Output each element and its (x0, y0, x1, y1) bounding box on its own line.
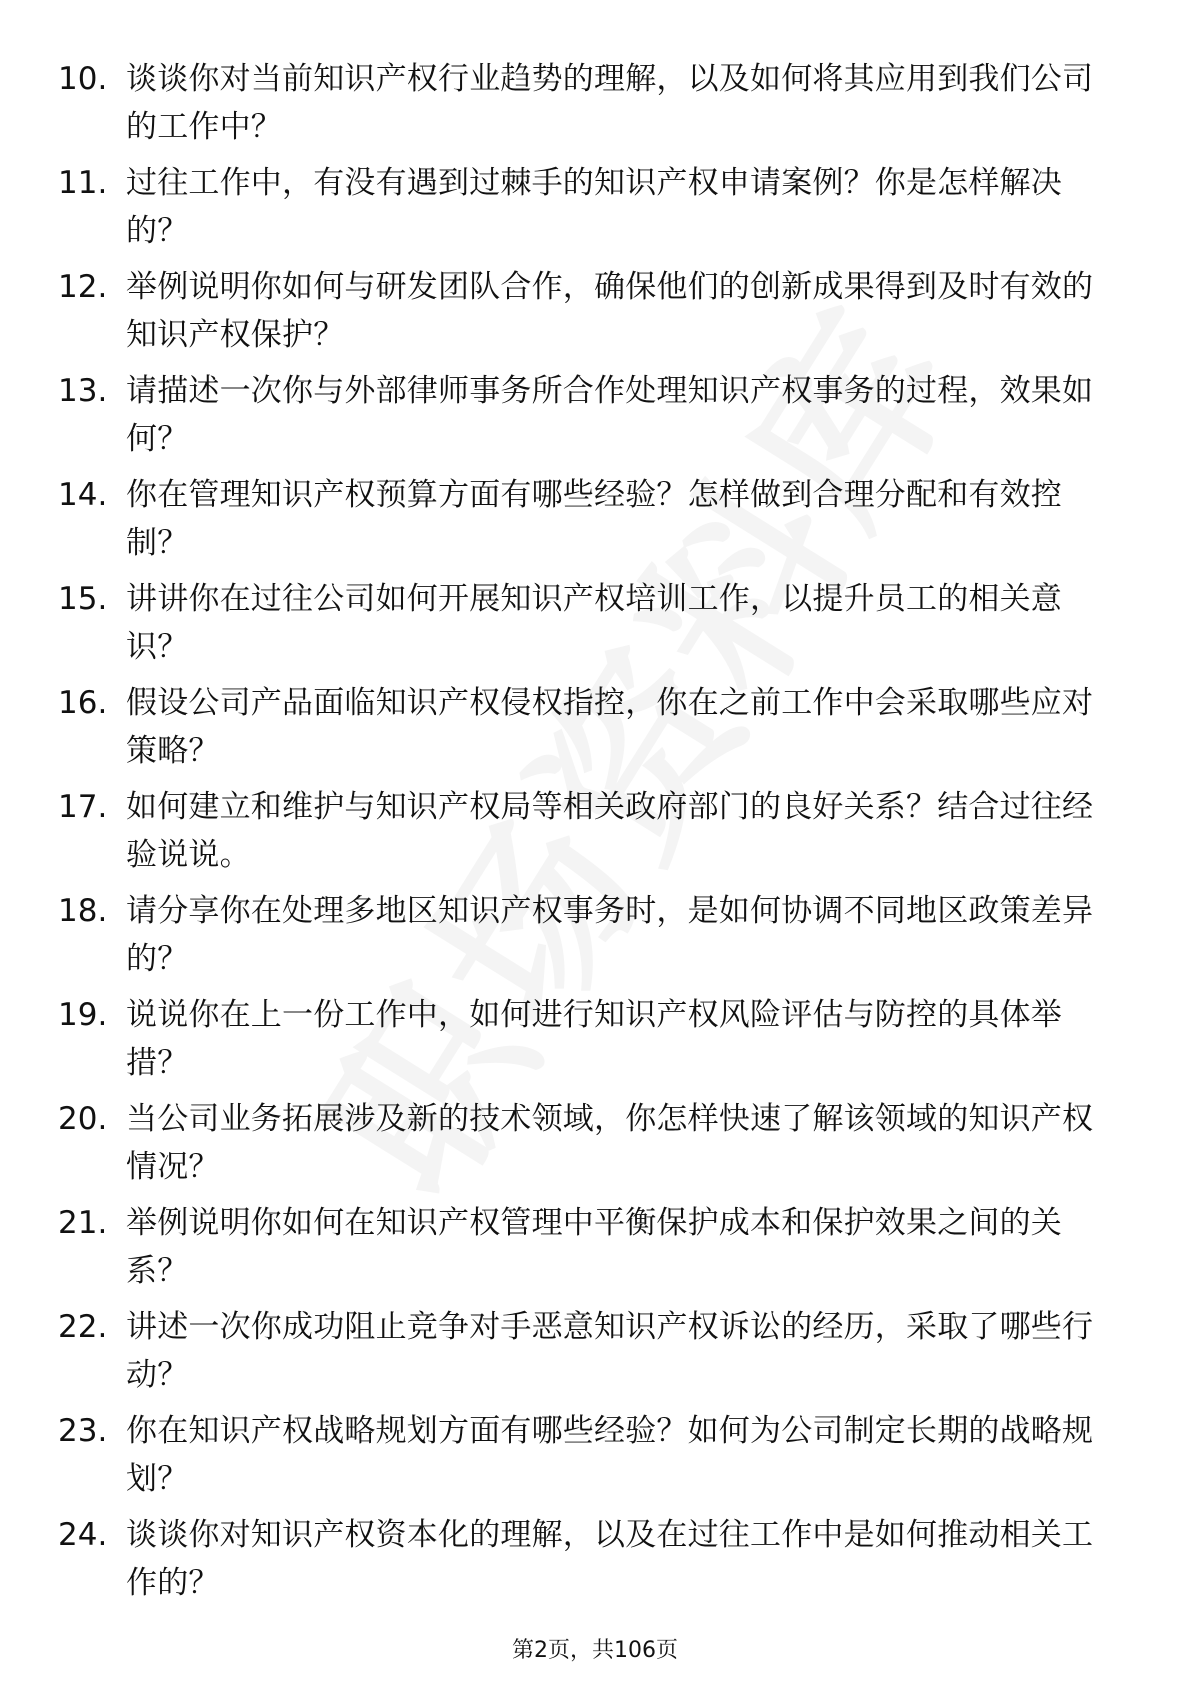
question-item (0, 1407, 1190, 1511)
question-number: 16. (58, 685, 108, 721)
question-number: 14. (58, 477, 108, 513)
question-item (0, 887, 1190, 991)
question-number: 21. (58, 1205, 108, 1241)
question-number: 23. (58, 1413, 108, 1449)
question-list (0, 55, 1190, 1615)
question-item (0, 1199, 1190, 1303)
question-text: 如何建立和维护与知识产权局等相关政府部门的良好关系？结合过往经验说说。 (126, 789, 1094, 873)
question-number: 22. (58, 1309, 108, 1345)
question-number: 13. (58, 373, 108, 409)
question-text: 当公司业务拓展涉及新的技术领域，你怎样快速了解该领域的知识产权情况？ (126, 1101, 1094, 1185)
question-item (0, 679, 1190, 783)
question-item (0, 263, 1190, 367)
question-text: 举例说明你如何在知识产权管理中平衡保护成本和保护效果之间的关系？ (126, 1205, 1062, 1289)
question-item (0, 159, 1190, 263)
question-item (0, 1511, 1190, 1615)
question-item (0, 991, 1190, 1095)
question-number: 19. (58, 997, 108, 1033)
question-text: 讲述一次你成功阻止竞争对手恶意知识产权诉讼的经历，采取了哪些行动？ (126, 1309, 1094, 1393)
question-text: 谈谈你对当前知识产权行业趋势的理解，以及如何将其应用到我们公司的工作中？ (126, 61, 1094, 145)
question-text: 举例说明你如何与研发团队合作，确保他们的创新成果得到及时有效的知识产权保护？ (126, 269, 1094, 353)
question-item (0, 1095, 1190, 1199)
question-text: 请描述一次你与外部律师事务所合作处理知识产权事务的过程，效果如何？ (126, 373, 1094, 457)
question-item (0, 783, 1190, 887)
question-number: 15. (58, 581, 108, 617)
question-item (0, 55, 1190, 159)
question-number: 12. (58, 269, 108, 305)
question-number: 11. (58, 165, 108, 201)
page-footer: 第2页，共106页 (512, 1638, 678, 1663)
question-item (0, 1303, 1190, 1407)
question-item (0, 471, 1190, 575)
question-number: 17. (58, 789, 108, 825)
question-text: 说说你在上一份工作中，如何进行知识产权风险评估与防控的具体举措？ (126, 997, 1062, 1081)
question-text: 假设公司产品面临知识产权侵权指控，你在之前工作中会采取哪些应对策略？ (126, 685, 1094, 769)
question-number: 24. (58, 1517, 108, 1553)
question-text: 过往工作中，有没有遇到过棘手的知识产权申请案例？你是怎样解决的？ (126, 165, 1062, 249)
question-number: 10. (58, 61, 108, 97)
question-item (0, 367, 1190, 471)
question-text: 谈谈你对知识产权资本化的理解，以及在过往工作中是如何推动相关工作的？ (126, 1517, 1094, 1601)
question-text: 你在知识产权战略规划方面有哪些经验？如何为公司制定长期的战略规划？ (126, 1413, 1094, 1497)
question-number: 20. (58, 1101, 108, 1137)
question-text: 请分享你在处理多地区知识产权事务时，是如何协调不同地区政策差异的？ (126, 893, 1094, 977)
question-number: 18. (58, 893, 108, 929)
question-item (0, 575, 1190, 679)
question-text: 你在管理知识产权预算方面有哪些经验？怎样做到合理分配和有效控制？ (126, 477, 1062, 561)
question-text: 讲讲你在过往公司如何开展知识产权培训工作，以提升员工的相关意识？ (126, 581, 1062, 665)
